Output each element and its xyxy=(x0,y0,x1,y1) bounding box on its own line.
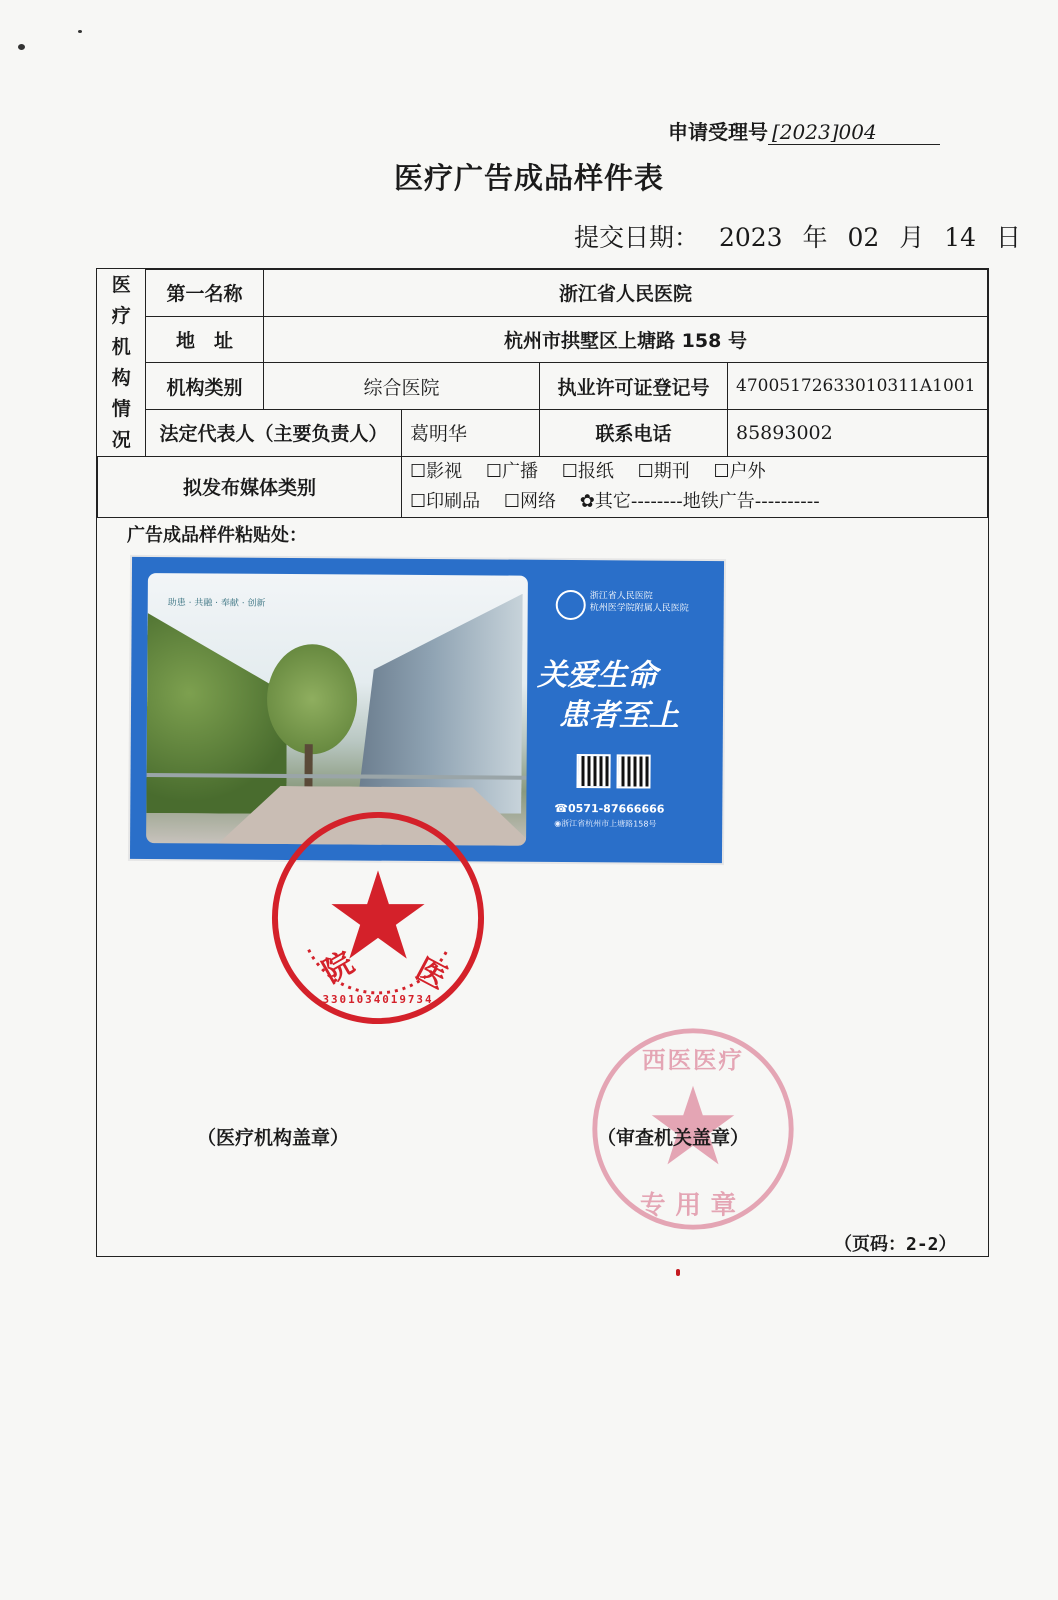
review-seal-label: （审查机关盖章） xyxy=(597,1127,750,1149)
ad-phone: ☎0571-87666666 xyxy=(554,801,665,816)
media-options-row-2 xyxy=(410,487,979,517)
application-number-label: 申请受理号 xyxy=(668,120,768,144)
date-day-unit: 日 xyxy=(996,223,1022,252)
media-option-network: ☐网络 xyxy=(503,490,557,512)
section-char: 构 xyxy=(111,366,131,389)
media-label: 拟发布媒体类别 xyxy=(98,456,402,517)
ad-logo-line-2: 杭州医学院附属人民医院 xyxy=(589,603,689,614)
media-option-outdoor: ☐户外 xyxy=(713,460,766,482)
application-number-handwritten: [2023]004 xyxy=(768,120,940,145)
institution-seal-label: （医疗机构盖章） xyxy=(197,1127,350,1149)
svg-text:3301034019734: 3301034019734 xyxy=(322,993,434,1007)
page-number: （页码：2-2） xyxy=(834,1234,957,1255)
media-option-print: ☐印刷品 xyxy=(410,490,481,512)
ad-slogan-line-2: 患者至上 xyxy=(558,697,680,734)
scan-speck xyxy=(78,30,82,33)
section-char: 医 xyxy=(111,273,131,296)
media-option-radio: ☐广播 xyxy=(485,460,539,482)
date-month: 02 xyxy=(847,223,880,252)
section-char: 疗 xyxy=(111,304,131,327)
section-char: 情 xyxy=(111,397,131,420)
date-day: 14 xyxy=(944,223,977,252)
type-value: 综合医院 xyxy=(264,363,540,410)
phone-label: 联系电话 xyxy=(540,409,728,456)
date-label: 提交日期： xyxy=(574,223,700,252)
svg-text:专用章: 专用章 xyxy=(639,1190,747,1221)
application-number xyxy=(668,116,940,145)
hospital-seal-stamp xyxy=(269,809,487,1027)
date-year: 2023 xyxy=(718,223,783,252)
ad-slogan-line-1: 关爱生命 xyxy=(537,657,658,694)
scan-speck xyxy=(18,44,25,50)
date-year-unit: 年 xyxy=(802,223,828,252)
ad-address: ◉浙江省杭州市上塘路158号 xyxy=(554,818,657,829)
qr-code-icon xyxy=(618,756,648,786)
document-title: 医疗广告成品样件表 xyxy=(393,161,664,195)
address-label: 地 址 xyxy=(146,316,264,363)
ad-hedge xyxy=(146,613,287,814)
svg-text:院: 院 xyxy=(316,945,361,991)
ad-hospital-photo xyxy=(146,573,528,846)
media-option-newspaper: ☐报纸 xyxy=(561,460,614,482)
phone-value: 85893002 xyxy=(728,409,988,456)
hospital-emblem-icon xyxy=(556,590,586,620)
media-option-film: ☐影视 xyxy=(410,460,463,482)
ad-tagline: 助患 · 共融 · 奉献 · 创新 xyxy=(167,598,266,609)
ad-logo-line-1: 浙江省人民医院 xyxy=(589,591,653,602)
media-options xyxy=(402,456,988,517)
ad-slogan xyxy=(537,656,680,737)
section-char: 机 xyxy=(111,335,131,358)
ad-hospital-logo xyxy=(590,590,689,615)
sample-paste-label: 广告成品样件粘贴处： xyxy=(127,525,307,546)
qr-code-icon xyxy=(578,756,608,786)
ad-tree xyxy=(267,644,358,755)
name-value: 浙江省人民医院 xyxy=(264,270,988,317)
type-label: 机构类别 xyxy=(146,363,264,410)
name-label: 第一名称 xyxy=(146,270,264,317)
media-option-other: ✿其它--------地铁广告---------- xyxy=(579,490,820,512)
svg-text:西医医疗: 西医医疗 xyxy=(641,1046,745,1075)
submission-date xyxy=(574,218,1033,254)
address-value: 杭州市拱墅区上塘路 158 号 xyxy=(264,316,988,363)
legal-rep-value: 葛明华 xyxy=(402,409,540,456)
ad-building xyxy=(356,593,523,814)
institution-section-label xyxy=(98,270,146,457)
media-option-periodical: ☐期刊 xyxy=(637,460,690,482)
institution-table xyxy=(97,269,988,518)
svg-text:医: 医 xyxy=(409,951,453,997)
license-label: 执业许可证登记号 xyxy=(540,363,728,410)
license-value: 47005172633010311A1001 xyxy=(728,363,988,410)
legal-rep-label: 法定代表人（主要负责人） xyxy=(146,409,402,456)
date-month-unit: 月 xyxy=(899,223,925,252)
section-char: 况 xyxy=(111,428,131,451)
red-ink-mark xyxy=(676,1269,680,1276)
form-sheet xyxy=(96,268,989,1257)
media-options-row-1 xyxy=(410,457,979,487)
